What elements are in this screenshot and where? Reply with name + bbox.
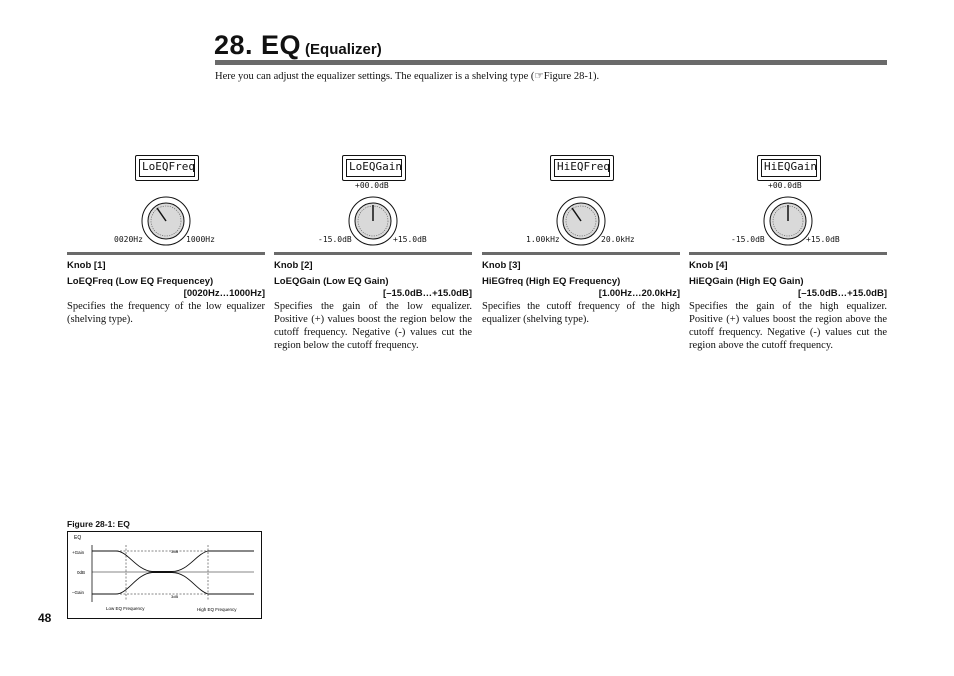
lcd-display	[550, 155, 614, 181]
param-column-4	[689, 252, 887, 352]
knob-top-value: +00.0dB	[768, 181, 802, 190]
knob-widget-4	[689, 150, 887, 250]
param-description: Specifies the cutoff frequency of the high equalizer (shelving type).	[482, 301, 680, 325]
figure-label-high-freq: High EQ Frequency	[197, 607, 237, 612]
knob-max-value: 20.0kHz	[601, 235, 635, 244]
title-number: 28. EQ	[214, 30, 302, 60]
param-column-1	[67, 252, 265, 326]
figure-label-low-freq: Low EQ Frequency	[106, 606, 145, 611]
param-description: Specifies the gain of the low equalizer. Positive (+) values boost the region below the cutoff frequency. Negative (-) values cut the region below the cutoff frequency.	[274, 301, 472, 351]
knob-top-value: +00.0dB	[355, 181, 389, 190]
lcd-display	[135, 155, 199, 181]
knob-dial-icon[interactable]	[555, 195, 607, 247]
figure-boost-curve	[92, 551, 254, 572]
column-rule	[482, 252, 680, 255]
figure-caption: Figure 28-1: EQ	[67, 519, 130, 529]
intro-text: Here you can adjust the equalizer settings. The equalizer is a shelving type (☞Figure 28-1).	[215, 71, 600, 82]
knob-min-value: -15.0dB	[318, 235, 352, 244]
lcd-display	[342, 155, 406, 181]
param-name: HiEGfreq (High EQ Frequency)	[482, 276, 621, 287]
param-column-2	[274, 252, 472, 352]
knob-widget-2	[274, 150, 472, 250]
column-rule	[689, 252, 887, 255]
figure-label-zero-db: 0dB	[77, 570, 86, 575]
knob-dial-icon[interactable]	[347, 195, 399, 247]
param-range: [1.00Hz…20.0kHz]	[598, 288, 680, 299]
param-description: Specifies the frequency of the low equalizer (shelving type).	[67, 301, 265, 325]
lcd-text: HiEQFreq	[554, 159, 610, 177]
knob-max-value: +15.0dB	[393, 235, 427, 244]
param-description: Specifies the gain of the high equalizer. Positive (+) values boost the region above the cutoff frequency. Negative (-) values cut the region above the cutoff frequency.	[689, 301, 887, 351]
knob-label: Knob [4]	[689, 260, 728, 271]
knob-widget-3	[482, 150, 680, 250]
figure-marker-bottom: 3dB	[171, 594, 179, 599]
page-title	[214, 30, 382, 61]
eq-curve-diagram	[68, 532, 261, 618]
figure-label-minus-gain: –Gain	[72, 590, 85, 595]
lcd-text: HiEQGain	[761, 159, 817, 177]
lcd-text: LoEQGain	[346, 159, 402, 177]
knob-min-value: 0020Hz	[114, 235, 143, 244]
param-column-3	[482, 252, 680, 326]
param-range: [–15.0dB…+15.0dB]	[798, 288, 887, 299]
knob-widget-1	[67, 150, 265, 250]
param-name: LoEQFreq (Low EQ Frequencey)	[67, 276, 214, 287]
title-rule	[215, 60, 887, 65]
lcd-display	[757, 155, 821, 181]
page-number: 48	[38, 611, 52, 625]
title-subtitle: (Equalizer)	[305, 41, 382, 58]
knob-max-value: 1000Hz	[186, 235, 215, 244]
knob-dial-icon[interactable]	[140, 195, 192, 247]
column-rule	[274, 252, 472, 255]
figure-label-eq: EQ	[74, 535, 82, 541]
column-rule	[67, 252, 265, 255]
knob-min-value: -15.0dB	[731, 235, 765, 244]
eq-figure	[67, 531, 262, 619]
knob-min-value: 1.00kHz	[526, 235, 560, 244]
figure-cut-curve	[92, 573, 254, 595]
param-name: LoEQGain (Low EQ Gain)	[274, 276, 389, 287]
param-name: HiEQGain (High EQ Gain)	[689, 276, 804, 287]
knob-label: Knob [3]	[482, 260, 521, 271]
figure-marker-top: 3dB	[171, 549, 179, 554]
knob-label: Knob [2]	[274, 260, 313, 271]
param-range: [–15.0dB…+15.0dB]	[383, 288, 472, 299]
knob-label: Knob [1]	[67, 260, 106, 271]
param-range: [0020Hz…1000Hz]	[183, 288, 265, 299]
lcd-text: LoEQFreq	[139, 159, 195, 177]
knob-max-value: +15.0dB	[806, 235, 840, 244]
figure-label-plus-gain: +Gain	[72, 550, 85, 555]
